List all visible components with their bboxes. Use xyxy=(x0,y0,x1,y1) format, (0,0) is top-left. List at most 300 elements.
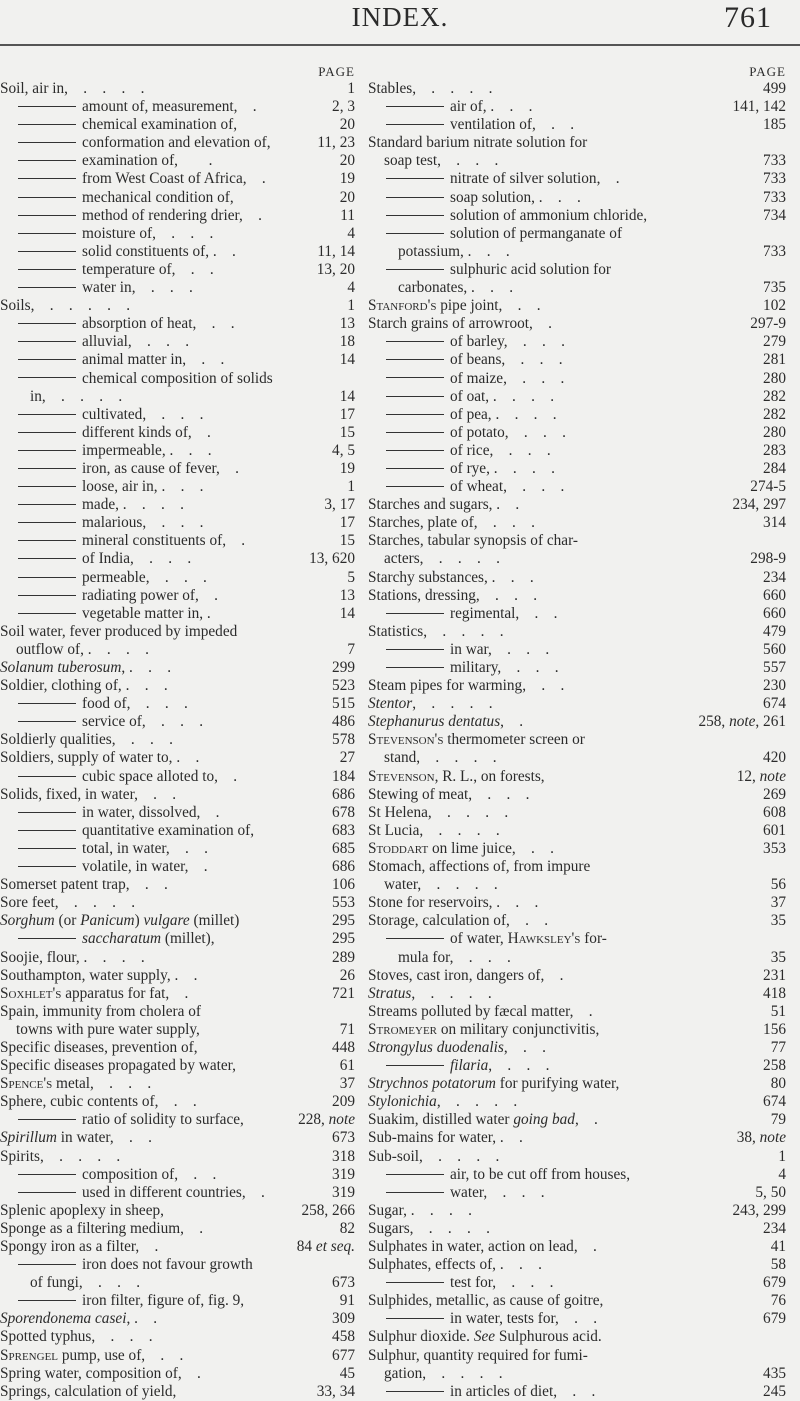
repeat-dash xyxy=(386,649,444,650)
index-entry-pages: 660 xyxy=(763,586,786,604)
repeat-dash xyxy=(386,667,444,668)
index-entry xyxy=(0,985,355,1003)
index-entry xyxy=(368,731,786,749)
index-entry-pages: 1 xyxy=(347,80,355,97)
index-entry xyxy=(0,713,355,731)
index-entry-pages: 418 xyxy=(763,984,786,1002)
index-entry-pages: 37 xyxy=(770,894,786,912)
index-entry-pages: 435 xyxy=(763,1364,786,1382)
repeat-dash xyxy=(386,215,444,216)
index-entry-term: Stevenson's thermometer screen or xyxy=(368,731,585,749)
index-column-left xyxy=(0,64,355,1401)
repeat-dash xyxy=(18,1174,76,1175)
index-entry-term: Specific diseases, prevention of, xyxy=(0,1038,198,1056)
index-entry xyxy=(368,134,786,152)
index-entry-pages: 141, 142 xyxy=(732,98,786,116)
repeat-dash xyxy=(18,577,76,578)
index-entry-term: Stevenson, R. L., on forests, xyxy=(368,767,545,785)
index-entry-term: St Lucia, . . . . xyxy=(368,821,500,839)
repeat-dash xyxy=(18,613,76,614)
index-entry-pages: 20 xyxy=(339,152,355,170)
index-entry xyxy=(368,1021,786,1039)
index-entry xyxy=(368,1075,786,1093)
repeat-dash xyxy=(18,830,76,831)
repeat-dash xyxy=(386,377,444,378)
index-entry-term: Soxhlet's apparatus for fat, . xyxy=(0,984,189,1002)
page-column-label: PAGE xyxy=(318,64,355,79)
index-entry xyxy=(0,623,355,641)
index-entry-term: Solanum tuberosum, . . . xyxy=(0,659,172,676)
index-entry xyxy=(368,1148,786,1166)
index-entry-pages: 14 xyxy=(339,604,355,622)
index-entry xyxy=(0,967,355,985)
index-entry-pages: 14 xyxy=(339,351,355,369)
index-entry-term: mula for, . . . xyxy=(398,948,511,966)
index-entry-term: in water, dissolved, . xyxy=(18,804,219,822)
index-entry-term: alluvial, . . . xyxy=(18,333,189,351)
index-entry-term: loose, air in, . . . xyxy=(18,478,204,496)
index-entry xyxy=(368,152,786,170)
index-entry-term: Sprengel pump, use of, . . xyxy=(0,1346,184,1364)
index-entry-term: Starchy substances, . . . xyxy=(368,568,534,586)
index-entry-term: in articles of diet, . . xyxy=(386,1383,595,1401)
index-entry-pages: 35 xyxy=(770,948,786,966)
index-entry xyxy=(368,641,786,659)
index-entry-pages: 295 xyxy=(332,930,355,948)
index-entry xyxy=(0,1021,355,1039)
index-entry-pages: 3, 17 xyxy=(324,496,355,514)
index-entry-term: iron filter, figure of, fig. 9, xyxy=(18,1292,244,1310)
index-entry-term: Sub-mains for water, . . xyxy=(368,1129,523,1147)
index-entry-term: vegetable matter in, . xyxy=(18,605,211,623)
index-entry xyxy=(368,822,786,840)
index-entry-pages: 38, note xyxy=(736,1129,786,1147)
index-entry-term: Stromeyer on military conjunctivitis, xyxy=(368,1020,600,1038)
index-entry-pages: 230 xyxy=(763,677,786,695)
index-entry-term: total, in water, . . xyxy=(18,840,208,858)
index-entry xyxy=(368,894,786,912)
index-entry xyxy=(0,152,355,170)
index-entry xyxy=(368,550,786,568)
index-entry-pages: 5, 50 xyxy=(755,1183,786,1201)
index-entry xyxy=(368,478,786,496)
index-entry-term: iron does not favour growth xyxy=(18,1256,253,1274)
index-entry-term: Sugars, . . . . xyxy=(368,1219,490,1237)
index-entry-pages: 27 xyxy=(339,749,355,767)
index-entry-term: chemical composition of solids xyxy=(18,370,273,388)
index-entry-term: cubic space alloted to, . xyxy=(18,768,237,786)
index-entry-term: filaria, . . . xyxy=(386,1057,549,1075)
index-entry-pages: 319 xyxy=(332,1165,355,1183)
index-entry xyxy=(0,858,355,876)
index-entry-term: composition of, . . xyxy=(18,1166,216,1184)
index-entry-term: towns with pure water supply, xyxy=(16,1020,200,1038)
index-entry-pages: 4, 5 xyxy=(332,441,355,459)
index-entry-term: Solids, fixed, in water, . . xyxy=(0,785,177,803)
index-entry xyxy=(368,659,786,677)
repeat-dash xyxy=(386,359,444,360)
index-entry-term: Sulphates in water, action on lead, . xyxy=(368,1238,597,1255)
index-entry xyxy=(368,768,786,786)
index-entry-pages: 678 xyxy=(332,803,355,821)
index-entry xyxy=(368,1365,786,1383)
repeat-dash xyxy=(18,359,76,360)
repeat-dash xyxy=(18,812,76,813)
index-entry xyxy=(0,1166,355,1184)
index-entry xyxy=(368,713,786,731)
index-entry xyxy=(0,1365,355,1383)
index-entry-term: water, . . . . xyxy=(384,876,498,894)
index-entry xyxy=(0,532,355,550)
index-entry-term: Stomach, affections of, from impure xyxy=(368,858,591,876)
index-entry-term: Stentor, . . . . xyxy=(368,695,493,713)
repeat-dash xyxy=(386,450,444,451)
index-entry-pages: 17 xyxy=(339,405,355,423)
repeat-dash xyxy=(18,1264,76,1265)
index-entry-pages: 733 xyxy=(763,188,786,206)
index-entry xyxy=(368,170,786,188)
index-entry-pages: 282 xyxy=(763,405,786,423)
index-entry-term: Starches and sugars, . . xyxy=(368,496,520,514)
index-entry-pages: 280 xyxy=(763,369,786,387)
repeat-dash xyxy=(386,486,444,487)
index-entry-term: temperature of, . . xyxy=(18,261,214,279)
repeat-dash xyxy=(386,468,444,469)
index-entry xyxy=(0,786,355,804)
index-entry-pages: 660 xyxy=(763,604,786,622)
index-entry-pages: 674 xyxy=(763,1093,786,1111)
index-entry xyxy=(0,1111,355,1129)
index-entry-pages: 5 xyxy=(347,568,355,586)
repeat-dash xyxy=(386,1065,444,1066)
index-entry-pages: 35 xyxy=(770,912,786,930)
index-entry-pages: 258, 266 xyxy=(301,1201,355,1219)
index-entry-term: animal matter in, . . xyxy=(18,351,224,369)
index-entry-pages: 523 xyxy=(332,677,355,695)
index-entry-term: Sore feet, . . . . xyxy=(0,894,136,912)
repeat-dash xyxy=(18,323,76,324)
index-entry-pages: 319 xyxy=(332,1183,355,1201)
index-entry-term: Stables, . . . . xyxy=(368,80,493,97)
repeat-dash xyxy=(18,721,76,722)
index-entry-term: Streams polluted by fæcal matter, . xyxy=(368,1002,593,1020)
index-entry xyxy=(368,949,786,967)
index-entry-term: water in, . . . xyxy=(18,279,193,297)
index-entry xyxy=(0,279,355,297)
index-entry-pages: 13 xyxy=(339,586,355,604)
index-entry-term: water, . . . xyxy=(386,1184,545,1202)
index-entry xyxy=(368,858,786,876)
index-entry xyxy=(0,1256,355,1274)
index-entry-term: in, . . . . xyxy=(30,387,123,405)
index-entry-term: of fungi, . . . xyxy=(30,1274,141,1292)
index-entry-pages: 61 xyxy=(339,1057,355,1075)
index-entry-pages: 281 xyxy=(763,351,786,369)
index-entry-term: Starches, tabular synopsis of char- xyxy=(368,532,578,550)
index-entry-pages: 448 xyxy=(332,1038,355,1056)
index-entry-term: of India, . . . xyxy=(18,550,191,568)
index-entry-pages: 735 xyxy=(763,279,786,297)
repeat-dash xyxy=(18,595,76,596)
index-entry-term: of oat, . . . . xyxy=(386,388,554,406)
index-entry xyxy=(368,804,786,822)
index-entry-term: Sponge as a filtering medium, . xyxy=(0,1219,204,1237)
index-entry-term: Stylonichia, . . . . xyxy=(368,1093,518,1111)
index-entry-term: of beans, . . . xyxy=(386,351,563,369)
index-entry-term: Sulphides, metallic, as cause of goitre, xyxy=(368,1292,604,1310)
index-entry-term: Specific diseases propagated by water, xyxy=(0,1057,236,1075)
index-entry-pages: 683 xyxy=(332,821,355,839)
index-entry xyxy=(368,1274,786,1292)
index-entry-term: soap test, . . . xyxy=(384,152,499,170)
index-entry-term: Stone for reservoirs, . . . xyxy=(368,894,539,912)
index-entry xyxy=(0,1292,355,1310)
index-entry-pages: 309 xyxy=(332,1310,355,1328)
index-entry xyxy=(368,967,786,985)
index-entry-term: in water, tests for, . . xyxy=(386,1310,597,1328)
index-entry-pages: 673 xyxy=(332,1274,355,1292)
index-entry xyxy=(368,1057,786,1075)
index-entry-pages: 20 xyxy=(339,188,355,206)
index-entry xyxy=(368,207,786,225)
index-entry-pages: 685 xyxy=(332,839,355,857)
index-entry xyxy=(0,768,355,786)
index-entry-term: Stations, dressing, . . . xyxy=(368,586,538,604)
index-entry-pages: 209 xyxy=(332,1093,355,1111)
index-entry-term: regimental, . . xyxy=(386,605,557,623)
index-entry xyxy=(368,1383,786,1401)
index-entry-term: radiating power of, . xyxy=(18,587,218,605)
index-entry-pages: 234 xyxy=(763,568,786,586)
repeat-dash xyxy=(18,703,76,704)
index-entry-pages: 289 xyxy=(332,948,355,966)
index-entry xyxy=(368,1220,786,1238)
index-entry-term: solution of ammonium chloride, xyxy=(386,207,647,225)
index-entry-term: sulphuric acid solution for xyxy=(386,261,611,279)
index-entry-pages: 4 xyxy=(347,224,355,242)
index-entry xyxy=(368,496,786,514)
index-entry xyxy=(368,532,786,550)
index-entry-pages: 314 xyxy=(763,514,786,532)
index-entry xyxy=(368,985,786,1003)
index-entry-term: permeable, . . . xyxy=(18,569,207,587)
index-entry-term: ventilation of, . . xyxy=(386,116,574,134)
index-entry-term: outflow of, . . . . xyxy=(16,640,149,658)
index-entry-pages: 13 xyxy=(339,315,355,333)
index-entry-term: Soil, air in, . . . . xyxy=(0,80,145,97)
index-entry xyxy=(0,1039,355,1057)
index-entry-pages: 486 xyxy=(332,713,355,731)
index-entry-pages: 80 xyxy=(770,1075,786,1093)
index-entry xyxy=(368,370,786,388)
index-entry xyxy=(0,225,355,243)
index-entry xyxy=(0,677,355,695)
index-entry-term: method of rendering drier, . xyxy=(18,207,262,225)
index-entry xyxy=(368,80,786,98)
index-entry-pages: 553 xyxy=(332,894,355,912)
index-entry-term: Sub-soil, . . . . xyxy=(368,1147,500,1165)
index-entry-pages: 76 xyxy=(770,1292,786,1310)
index-entry-term: Spirits, . . . . xyxy=(0,1147,121,1165)
index-entry-pages: 82 xyxy=(339,1219,355,1237)
index-entry-pages: 234 xyxy=(763,1219,786,1237)
repeat-dash xyxy=(386,432,444,433)
index-entry-term: Starch grains of arrowroot, . xyxy=(368,315,552,333)
index-entry xyxy=(0,804,355,822)
index-entry-term: used in different countries, . xyxy=(18,1184,265,1202)
index-entry xyxy=(0,1075,355,1093)
index-entry xyxy=(368,605,786,623)
index-entry-term: Stanford's pipe joint, . . xyxy=(368,297,541,315)
index-entry xyxy=(0,1129,355,1147)
index-entry-term: Spirillum in water, . . xyxy=(0,1129,152,1147)
index-entry-pages: 51 xyxy=(770,1002,786,1020)
index-entry-pages: 37 xyxy=(339,1075,355,1093)
index-entry-term: Soils, . . . . . xyxy=(0,297,131,315)
index-entry xyxy=(368,749,786,767)
page-header xyxy=(0,0,800,54)
index-entry-term: Suakim, distilled water going bad, . xyxy=(368,1111,598,1129)
index-entry xyxy=(368,930,786,948)
index-entry xyxy=(0,731,355,749)
index-entry-pages: 102 xyxy=(763,297,786,315)
index-entry-term: iron, as cause of fever, . xyxy=(18,460,239,478)
index-entry xyxy=(0,170,355,188)
repeat-dash xyxy=(18,450,76,451)
index-entry-term: Storage, calculation of, . . xyxy=(368,912,549,930)
index-entry-pages: 353 xyxy=(763,839,786,857)
index-entry xyxy=(0,1003,355,1021)
index-entry xyxy=(0,98,355,116)
repeat-dash xyxy=(18,522,76,523)
index-entry xyxy=(368,1202,786,1220)
index-entry xyxy=(368,677,786,695)
index-entry-pages: 33, 34 xyxy=(316,1382,355,1400)
index-entry xyxy=(0,116,355,134)
index-entry-pages: 515 xyxy=(332,695,355,713)
index-entry xyxy=(368,1256,786,1274)
index-entry-pages: 458 xyxy=(332,1328,355,1346)
index-entry-pages: 297-9 xyxy=(750,315,786,333)
index-entry-term: Strongylus duodenalis, . . xyxy=(368,1038,546,1056)
index-entry-pages: 106 xyxy=(332,876,355,894)
repeat-dash xyxy=(18,124,76,125)
repeat-dash xyxy=(386,124,444,125)
index-entry-term: of pea, . . . . xyxy=(386,406,557,424)
index-entry-pages: 679 xyxy=(763,1274,786,1292)
index-entry-pages: 84 et seq. xyxy=(296,1238,355,1255)
index-entry xyxy=(368,116,786,134)
index-entry-pages: 280 xyxy=(763,423,786,441)
index-entry-pages: 282 xyxy=(763,387,786,405)
index-entry xyxy=(368,876,786,894)
index-entry-term: of wheat, . . . xyxy=(386,478,564,496)
index-entry-pages: 269 xyxy=(763,785,786,803)
index-entry-term: Stephanurus dentatus, . xyxy=(368,713,524,731)
index-entry-pages: 721 xyxy=(332,984,355,1002)
index-entry xyxy=(0,261,355,279)
index-entry-pages: 295 xyxy=(332,912,355,930)
index-entry xyxy=(0,80,355,98)
index-entry-term: nitrate of silver solution, . xyxy=(386,170,620,188)
index-entry-pages: 677 xyxy=(332,1346,355,1364)
index-entry-term: moisture of, . . . xyxy=(18,225,213,243)
index-entry xyxy=(368,1003,786,1021)
index-entry xyxy=(0,1057,355,1075)
index-entry-term: Sorghum (or Panicum) vulgare (millet) xyxy=(0,912,240,930)
index-entry-pages: 11, 14 xyxy=(317,242,355,260)
repeat-dash xyxy=(18,1119,76,1120)
index-entry xyxy=(0,659,355,677)
index-entry-pages: 13, 620 xyxy=(309,550,355,568)
index-entry xyxy=(0,822,355,840)
index-entry xyxy=(368,189,786,207)
index-entry-pages: 279 xyxy=(763,333,786,351)
repeat-dash xyxy=(386,1192,444,1193)
index-entry xyxy=(0,333,355,351)
index-entry xyxy=(0,1274,355,1292)
index-entry-term: acters, . . . . xyxy=(384,550,500,568)
index-entry-term: solution of permanganate of xyxy=(386,225,622,243)
index-entry-term: St Helena, . . . . xyxy=(368,803,509,821)
index-entry xyxy=(0,876,355,894)
page-number: 761 xyxy=(724,1,772,34)
index-entry-term: Soldiers, supply of water to, . . xyxy=(0,749,200,767)
index-entry xyxy=(0,207,355,225)
index-entry-term: volatile, in water, . xyxy=(18,858,208,876)
index-entry-pages: 733 xyxy=(763,170,786,188)
index-entry-term: Splenic apoplexy in sheep, xyxy=(0,1201,164,1219)
index-entry-pages: 420 xyxy=(763,749,786,767)
index-entry-pages: 18 xyxy=(339,333,355,351)
repeat-dash xyxy=(18,540,76,541)
index-entry-pages: 15 xyxy=(339,423,355,441)
index-entry xyxy=(368,243,786,261)
repeat-dash xyxy=(386,414,444,415)
index-entry xyxy=(0,1347,355,1365)
index-entry-term: mineral constituents of, . xyxy=(18,532,245,550)
index-entry xyxy=(0,406,355,424)
index-entry xyxy=(368,442,786,460)
repeat-dash xyxy=(18,938,76,939)
index-entry-pages: 258, note, 261 xyxy=(698,713,786,731)
index-entry-pages: 1 xyxy=(778,1147,786,1165)
index-entry-term: Statistics, . . . . xyxy=(368,622,504,640)
index-entry-pages: 284 xyxy=(763,459,786,477)
index-entry-term: Sulphur, quantity required for fumi- xyxy=(368,1346,588,1364)
index-entry-term: Southampton, water supply, . . xyxy=(0,966,198,984)
index-entry xyxy=(0,949,355,967)
repeat-dash xyxy=(18,106,76,107)
index-entry xyxy=(368,1111,786,1129)
repeat-dash xyxy=(386,613,444,614)
repeat-dash xyxy=(386,197,444,198)
index-entry-term: Sulphur dioxide. See Sulphurous acid. xyxy=(368,1328,602,1346)
index-entry-pages: 91 xyxy=(339,1292,355,1310)
index-entry-term: soap solution, . . . xyxy=(386,189,581,207)
index-entry-term: Starches, plate of, . . . xyxy=(368,514,535,532)
index-entry xyxy=(0,695,355,713)
index-entry-pages: 318 xyxy=(332,1147,355,1165)
index-entry xyxy=(368,1347,786,1365)
index-entry xyxy=(368,514,786,532)
index-entry-pages: 608 xyxy=(763,803,786,821)
index-entry-pages: 228, note xyxy=(298,1111,355,1129)
index-entry xyxy=(0,1220,355,1238)
index-entry-pages: 4 xyxy=(347,279,355,297)
index-entry xyxy=(368,840,786,858)
index-entry-term: Soldierly qualities, . . . xyxy=(0,731,173,749)
